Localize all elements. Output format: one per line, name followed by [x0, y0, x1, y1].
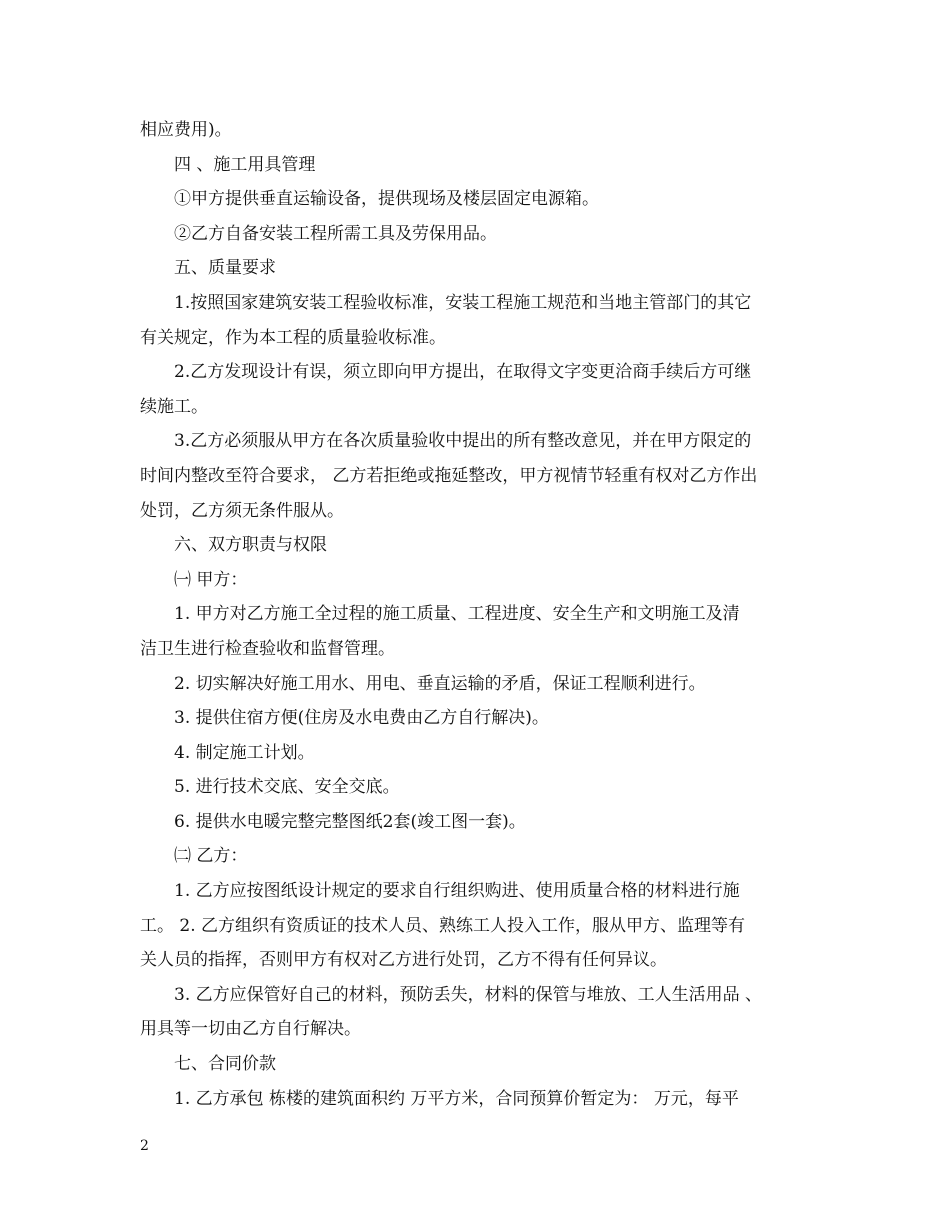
text-line: 1.按照国家建筑安装工程验收标准，安装工程施工规范和当地主管部门的其它 — [174, 292, 752, 313]
text-line: 1. 乙方承包 栋楼的建筑面积约 万平方米，合同预算价暂定为： 万元，每平 — [174, 1088, 739, 1109]
document-body — [140, 113, 820, 1116]
page-number: 2 — [140, 1138, 149, 1154]
text-line: 3. 提供住宿方便(住房及水电费由乙方自行解决)。 — [174, 708, 549, 729]
text-line: ①甲方提供垂直运输设备，提供现场及楼层固定电源箱。 — [174, 189, 599, 210]
text-line: 时间内整改至符合要求， 乙方若拒绝或拖延整改，甲方视情节轻重有权对乙方作出 — [140, 465, 758, 486]
text-line: 处罚，乙方须无条件服从。 — [140, 500, 344, 521]
text-line: 用具等一切由乙方自行解决。 — [140, 1019, 361, 1040]
text-line: 3.乙方必须服从甲方在各次质量验收中提出的所有整改意见，并在甲方限定的 — [174, 431, 752, 452]
text-line: 4. 制定施工计划。 — [174, 742, 315, 763]
text-line: 2. 切实解决好施工用水、用电、垂直运输的矛盾，保证工程顺利进行。 — [174, 673, 706, 694]
text-line: 6. 提供水电暖完整完整图纸2套(竣工图一套)。 — [174, 811, 526, 832]
text-line: 5. 进行技术交底、安全交底。 — [174, 777, 400, 798]
text-line: 洁卫生进行检查验收和监督管理。 — [140, 638, 395, 659]
text-line: 1. 乙方应按图纸设计规定的要求自行组织购进、使用质量合格的材料进行施 — [174, 881, 740, 902]
text-line: 1. 甲方对乙方施工全过程的施工质量、工程进度、安全生产和文明施工及清 — [174, 604, 740, 625]
text-line: 2.乙方发现设计有误，须立即向甲方提出，在取得文字变更洽商手续后方可继 — [174, 362, 752, 383]
text-line: ②乙方自备安装工程所需工具及劳保用品。 — [174, 223, 497, 244]
text-line: 四 、施工用具管理 — [174, 154, 316, 175]
text-line: 相应费用)。 — [140, 120, 232, 140]
text-line: 有关规定，作为本工程的质量验收标准。 — [140, 327, 446, 348]
text-line: 工。 2. 乙方组织有资质证的技术人员、熟练工人投入工作，服从甲方、监理等有 — [140, 915, 746, 936]
text-line: 关人员的指挥，否则甲方有权对乙方进行处罚，乙方不得有任何异议。 — [140, 950, 667, 971]
text-line: 六、双方职责与权限 — [174, 535, 327, 556]
text-line: 续施工。 — [140, 396, 208, 417]
text-line: ㈠ 甲方： — [174, 569, 248, 590]
text-line: ㈡ 乙方： — [174, 846, 248, 867]
text-line: 3. 乙方应保管好自己的材料，预防丢失，材料的保管与堆放、工人生活用品 、 — [174, 984, 763, 1005]
text-line: 五、质量要求 — [174, 258, 276, 279]
text-line: 七、合同价款 — [174, 1054, 276, 1075]
